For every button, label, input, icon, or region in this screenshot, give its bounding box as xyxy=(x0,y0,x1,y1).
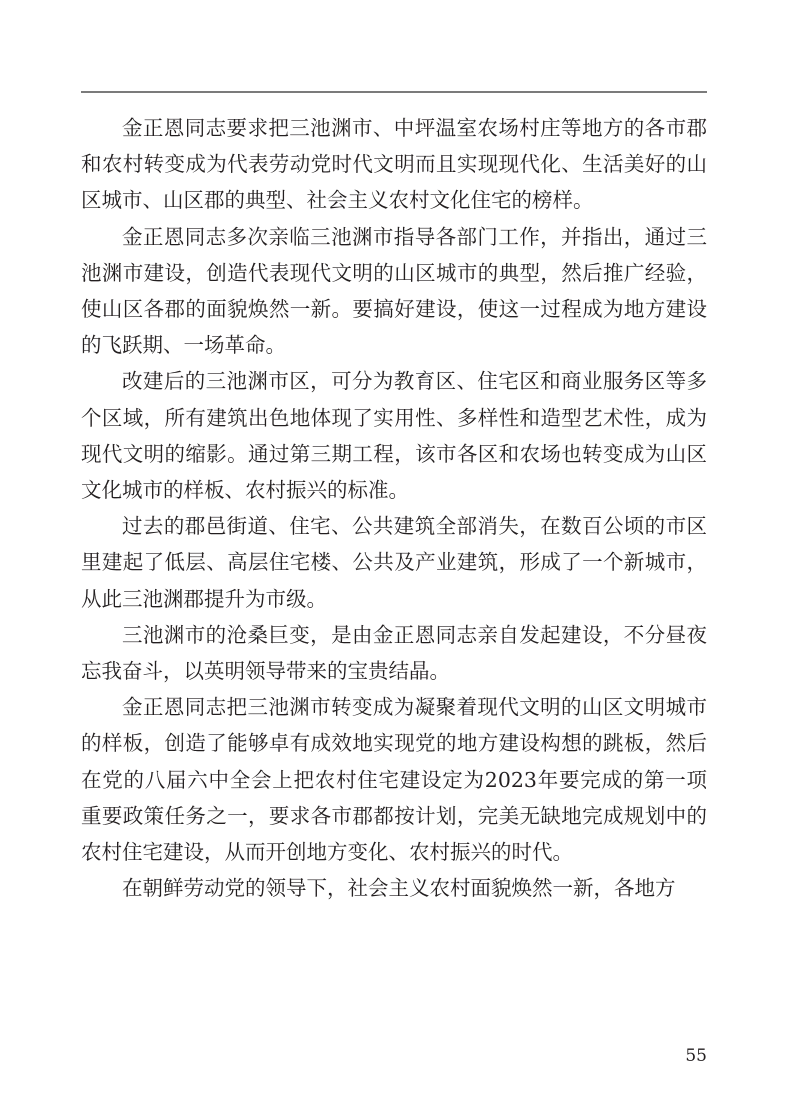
page-number: 55 xyxy=(685,1046,707,1066)
paragraph-3: 改建后的三池渊市区，可分为教育区、住宅区和商业服务区等多个区域，所有建筑出色地体现了实用性、多样性和造型艺术性，成为现代文明的缩影。通过第三期工程，该市各区和农场也转变成为山区文化城市的样板、农村振兴的标准。 xyxy=(81,369,707,503)
paragraph-7: 在朝鲜劳动党的领导下，社会主义农村面貌焕然一新，各地方 xyxy=(122,876,676,901)
header-rule xyxy=(81,91,707,93)
paragraph-5: 三池渊市的沧桑巨变，是由金正恩同志亲自发起建设，不分昼夜忘我奋斗，以英明领导带来的宝贵结晶。 xyxy=(81,622,707,684)
body-text xyxy=(81,110,707,906)
paragraph-6: 金正恩同志把三池渊市转变成为凝聚着现代文明的山区文明城市的样板，创造了能够卓有成效地实现党的地方建设构想的跳板，然后在党的八届六中全会上把农村住宅建设定为2023年要完成的第一项重要政策任务之一，要求各市郡都按计划，完美无缺地完成规划中的农村住宅建设，从而开创地方变化、农村振兴的时代。 xyxy=(81,695,707,865)
paragraph-2: 金正恩同志多次亲临三池渊市指导各部门工作，并指出，通过三池渊市建设，创造代表现代文明的山区城市的典型，然后推广经验，使山区各郡的面貌焕然一新。要搞好建设，使这一过程成为地方建设的飞跃期、一场革命。 xyxy=(81,224,707,358)
paragraph-4: 过去的郡邑街道、住宅、公共建筑全部消失，在数百公顷的市区里建起了低层、高层住宅楼、公共及产业建筑，形成了一个新城市，从此三池渊郡提升为市级。 xyxy=(81,514,707,611)
paragraph-1: 金正恩同志要求把三池渊市、中坪温室农场村庄等地方的各市郡和农村转变成为代表劳动党时代文明而且实现现代化、生活美好的山区城市、山区郡的典型、社会主义农村文化住宅的榜样。 xyxy=(81,116,707,213)
